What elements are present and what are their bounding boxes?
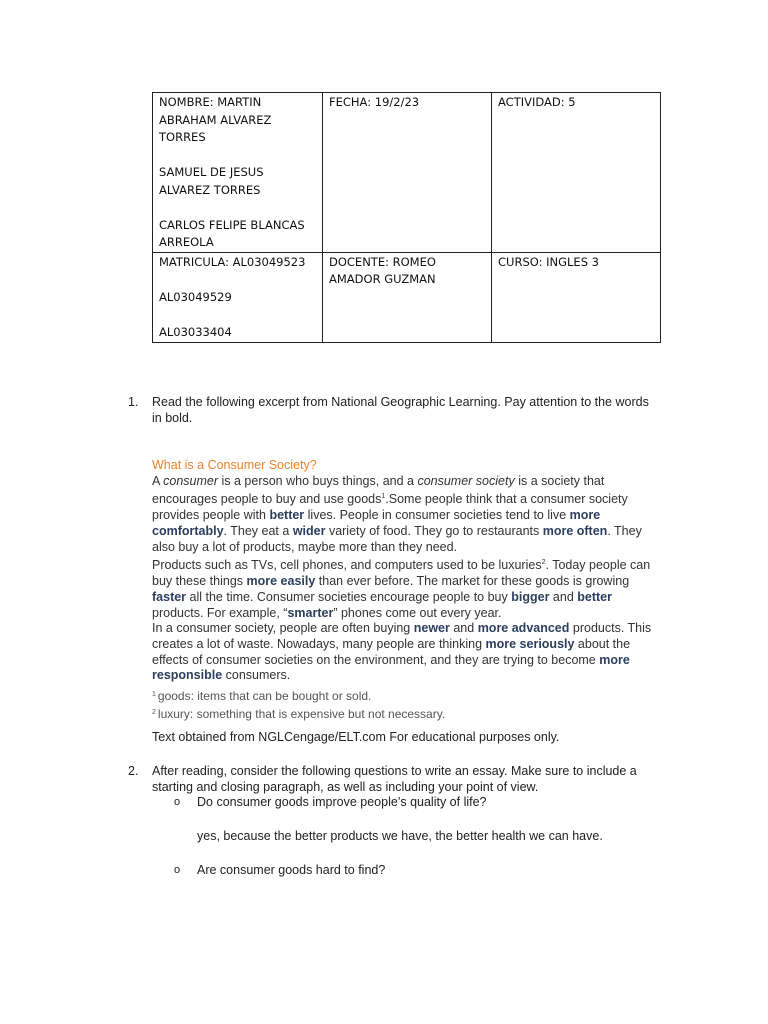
footnotes [152, 687, 445, 722]
question-1 [128, 394, 652, 426]
answer-1: yes, because the better products we have, the better health we can have. [197, 829, 603, 843]
student-name-3: CARLOS FELIPE BLANCAS ARREOLA [159, 217, 305, 249]
header-table [152, 92, 661, 343]
footnote-ref-2: 2 [541, 559, 546, 567]
excerpt-paragraph-1: A consumer is a person who buys things, and a consumer society is a society that encourages people to buy and use goods$^1$.Some people think that a consumer society provides people with better lives. People in consumer societies tend to live more comfortably. They eat a wider variety of food. They go to restaurants more often. They also buy a lot of products, maybe more than they need. [152, 473, 642, 554]
actividad: ACTIVIDAD: 5 [498, 95, 576, 109]
fecha-cell [323, 93, 492, 253]
student-name-2: SAMUEL DE JESUS ALVAREZ TORRES [159, 165, 264, 197]
question-2 [128, 763, 652, 795]
fecha: FECHA: 19/2/23 [329, 95, 420, 109]
question-1-text: Read the following excerpt from National Geographic Learning. Pay attention to the words in bold. [152, 395, 649, 425]
source-note: Text obtained from NGLCengage/ELT.com For educational purposes only. [152, 730, 560, 744]
excerpt-paragraph-2: Products such as TVs, cell phones, and computers used to be luxuries$^2$. Today people can buy these things more easily than ever before. The market for these goods is growing faster all the time. Consumer societies encourage people to buy bigger and better products. For example, “smarter” phones come out every year. [152, 558, 651, 620]
sub-question-2 [174, 862, 386, 878]
bullet-icon: o [174, 796, 181, 808]
curso-cell [492, 252, 661, 342]
curso: CURSO: INGLES 3 [498, 254, 599, 269]
excerpt [152, 458, 657, 684]
student-name-1: NOMBRE: MARTIN ABRAHAM ALVAREZ TORRES [159, 95, 272, 144]
matricula-3: AL03033404 [159, 324, 232, 339]
footnote-1: $^1$ goods: items that can be bought or sold. [152, 689, 372, 703]
excerpt-paragraph-3: In a consumer society, people are often buying newer and more advanced products. This creates a lot of waste. Nowadays, many people are thinking more seriously about the effects of consumer societies on the environment, and they are trying to become more responsible consumers. [152, 621, 652, 683]
footnote-2: $^2$ luxury: something that is expensive but not necessary. [152, 706, 446, 721]
sub-question-1 [174, 794, 487, 810]
footnote-ref-1: 1 [381, 493, 386, 501]
sub-question-1-text: Do consumer goods improve people’s quality of life? [197, 795, 487, 809]
question-1-number: 1. [128, 395, 139, 409]
sub-question-2-text: Are consumer goods hard to find? [197, 863, 386, 877]
question-2-text: After reading, consider the following questions to write an essay. Make sure to include a starting and closing paragraph, as well as including your point of view. [152, 764, 637, 794]
actividad-cell [492, 93, 661, 253]
matricula-cell [153, 252, 323, 342]
docente-cell [323, 252, 492, 342]
docente: DOCENTE: ROMEO AMADOR GUZMAN [329, 254, 436, 286]
matricula-2: AL03049529 [159, 289, 232, 304]
excerpt-title: What is a Consumer Society? [152, 458, 317, 472]
matricula-1: MATRICULA: AL03049523 [159, 254, 306, 269]
nombre-cell [153, 93, 323, 253]
question-2-number: 2. [128, 764, 139, 778]
bullet-icon: o [174, 864, 181, 876]
